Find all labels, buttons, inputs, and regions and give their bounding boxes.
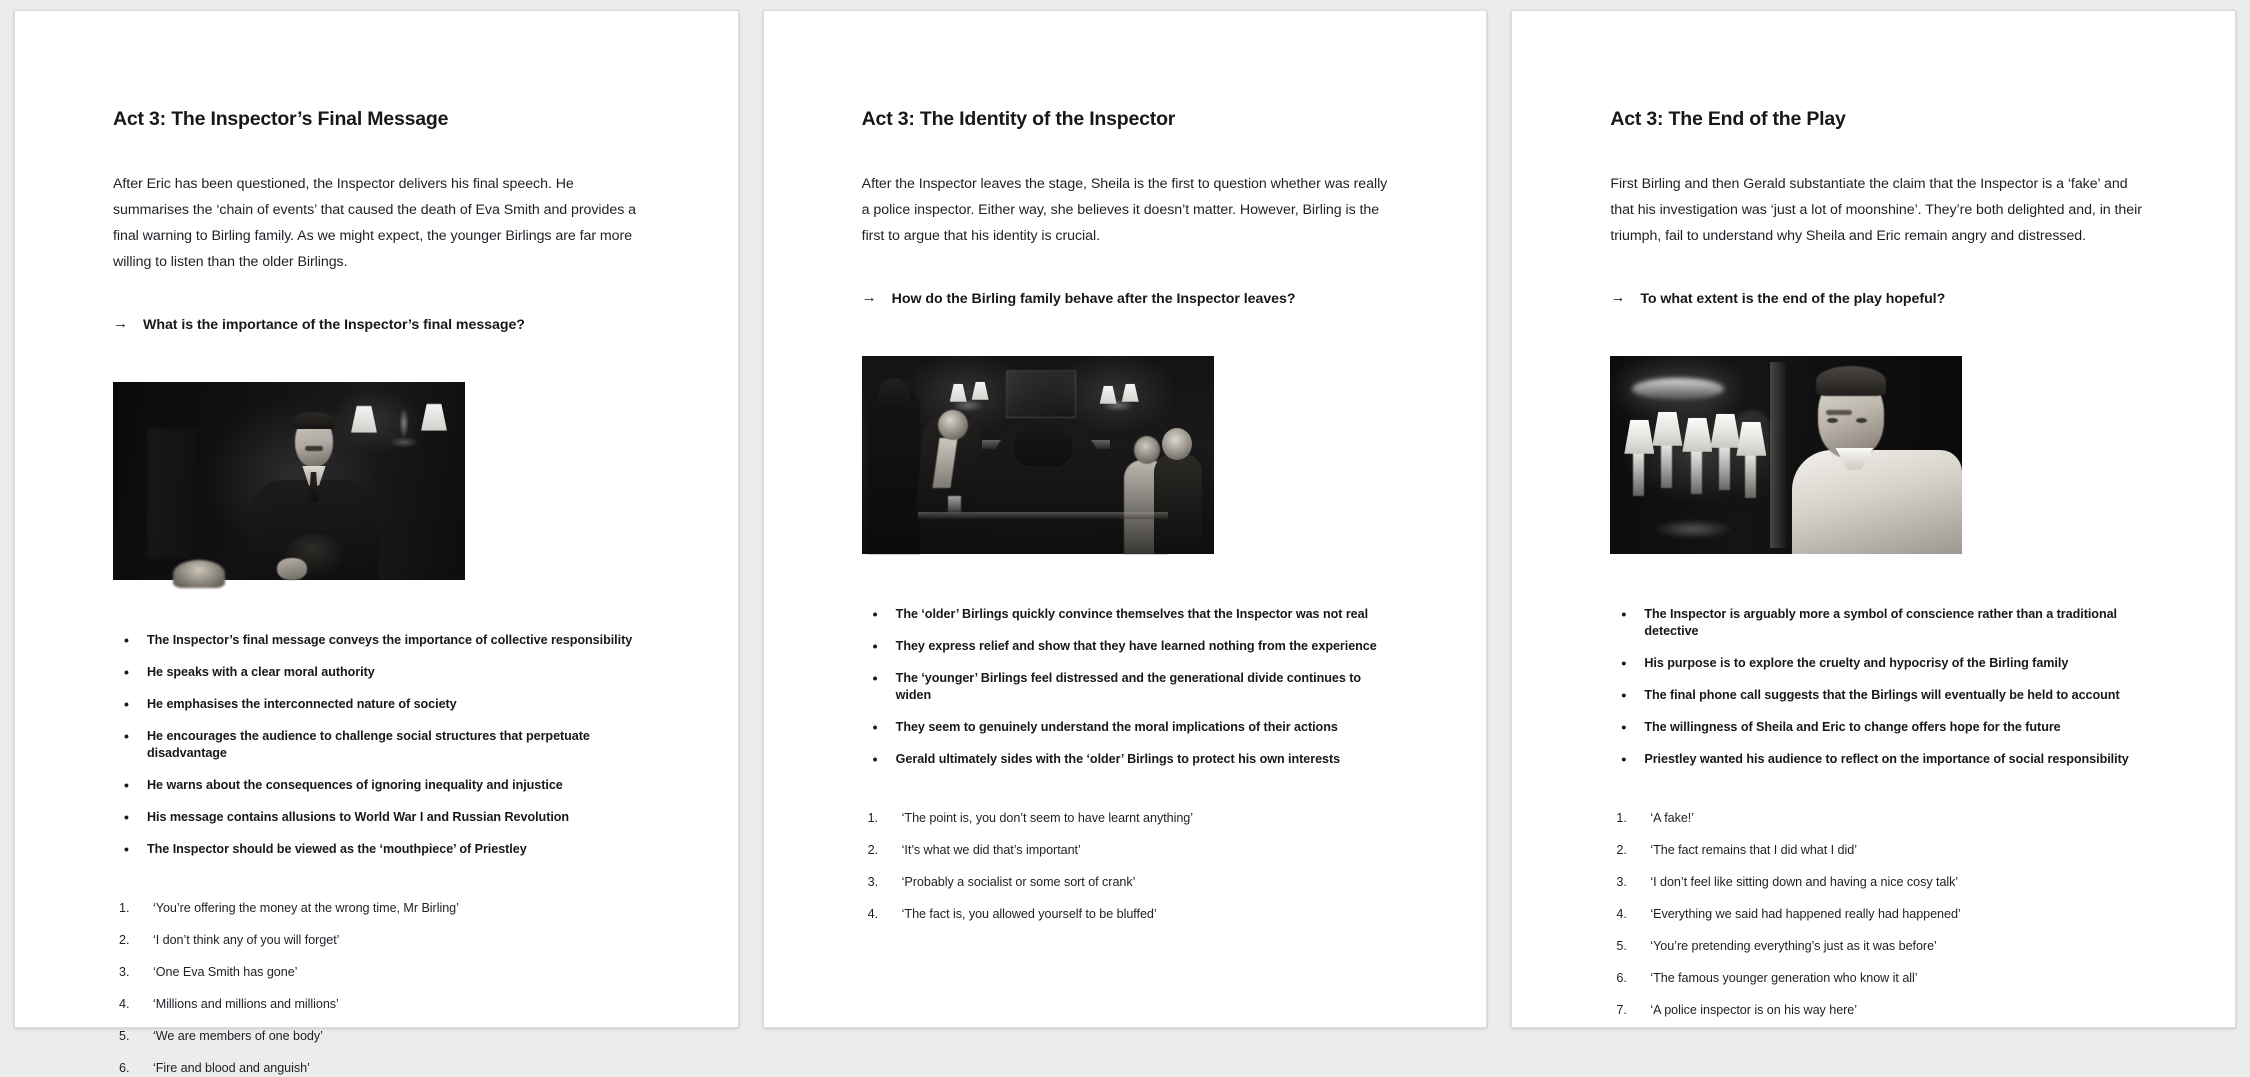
page-content-1: [15, 107, 738, 1077]
key-points-list-1: [113, 632, 650, 858]
film-still-image: [1610, 356, 1962, 554]
page-title: Act 3: The Inspector’s Final Message: [113, 108, 449, 130]
list-item: ‘It’s what we did that’s important’: [901, 842, 1081, 857]
list-item: ‘Fire and blood and anguish’: [153, 1060, 310, 1075]
list-item: ‘The point is, you don’t seem to have learnt anything’: [901, 810, 1194, 825]
quotations-list-3: [1610, 810, 2147, 1019]
list-item: ‘A police inspector is on his way here’: [1650, 1002, 1857, 1017]
arrow-right-icon: →: [113, 314, 128, 332]
list-item: • His message contains allusions to World War I and Russian Revolution: [113, 809, 650, 826]
arrow-right-icon: →: [1610, 288, 1626, 306]
list-item: • The ‘older’ Birlings quickly convince themselves that the Inspector was not real: [862, 606, 1399, 623]
question-text: What is the importance of the Inspector’s final message?: [143, 316, 525, 333]
document-page-1[interactable]: [14, 10, 739, 1075]
list-item: • The final phone call suggests that the Birlings will eventually be held to account: [1610, 687, 2147, 704]
page-title: Act 3: The Identity of the Inspector: [861, 108, 1176, 130]
list-item: ‘I don’t think any of you will forget’: [153, 932, 340, 947]
question-text: How do the Birling family behave after the Inspector leaves?: [891, 290, 1296, 307]
question-row: [862, 290, 1399, 310]
list-item: ‘You’re pretending everything’s just as it was before’: [1650, 938, 1937, 953]
page-title: Act 3: The End of the Play: [1610, 108, 1846, 130]
list-item: • The Inspector should be viewed as the ‘mouthpiece’ of Priestley: [113, 841, 650, 858]
key-points-list-3: [1610, 606, 2147, 768]
list-item: • He speaks with a clear moral authority: [113, 664, 650, 681]
intro-paragraph: First Birling and then Gerald substantiate the claim that the Inspector is a ‘fake’ and that his investigation was ‘just a lot of moonshine’. They’re both delighted and, in their triumph, fail to understand why Sheila and Eric remain angry and distressed.: [1610, 176, 2142, 245]
scene-inspector-final-speech: [113, 382, 465, 580]
quotations-list-1: [113, 900, 650, 1077]
scene-birling-candelabra: [1610, 356, 1962, 554]
list-item: • His purpose is to explore the cruelty and hypocrisy of the Birling family: [1610, 655, 2147, 672]
question-text: To what extent is the end of the play hopeful?: [1640, 290, 1946, 307]
film-still-image: [862, 356, 1214, 554]
list-item: • He encourages the audience to challenge social structures that perpetuate disadvantage: [113, 728, 650, 762]
list-item: • Priestley wanted his audience to reflect on the importance of social responsibility: [1610, 751, 2147, 768]
list-item: ‘You’re offering the money at the wrong time, Mr Birling’: [153, 900, 459, 915]
list-item: • The willingness of Sheila and Eric to change offers hope for the future: [1610, 719, 2147, 736]
page-content-3: [1512, 107, 2235, 1019]
list-item: ‘Millions and millions and millions’: [153, 996, 339, 1011]
list-item: • The Inspector’s final message conveys the importance of collective responsibility: [113, 632, 650, 649]
list-item: • He warns about the consequences of ignoring inequality and injustice: [113, 777, 650, 794]
list-item: ‘The fact is, you allowed yourself to be bluffed’: [901, 906, 1157, 921]
list-item: ‘We are members of one body’: [153, 1028, 323, 1043]
document-page-2[interactable]: [763, 10, 1488, 1028]
list-item: • They express relief and show that they have learned nothing from the experience: [862, 638, 1399, 655]
question-row: [1610, 290, 2147, 310]
list-item: • The ‘younger’ Birlings feel distressed and the generational divide continues to widen: [862, 670, 1399, 704]
quotations-list-2: [862, 810, 1399, 923]
key-points-list-2: [862, 606, 1399, 768]
list-item: • Gerald ultimately sides with the ‘older’ Birlings to protect his own interests: [862, 751, 1399, 768]
intro-paragraph: After Eric has been questioned, the Inspector delivers his final speech. He summarises the ‘chain of events’ that caused the death of Eva Smith and provides a final warning to Birling family. As we might expect, the younger Birlings are far more willing to listen than the older Birlings.: [113, 176, 636, 270]
list-item: ‘The fact remains that I did what I did’: [1650, 842, 1857, 857]
document-page-3[interactable]: [1511, 10, 2236, 1028]
question-row: [113, 316, 650, 336]
arrow-right-icon: →: [861, 288, 877, 306]
list-item: ‘A fake!’: [1650, 810, 1694, 825]
list-item: • He emphasises the interconnected nature of society: [113, 696, 650, 713]
scene-birling-family-dining-room: [862, 356, 1214, 554]
intro-paragraph: After the Inspector leaves the stage, Sheila is the first to question whether was really a police inspector. Either way, she believes it doesn’t matter. However, Birling is the first to argue that his identity is crucial.: [861, 176, 1388, 245]
list-item: ‘Probably a socialist or some sort of crank’: [901, 874, 1136, 889]
list-item: ‘Everything we said had happened really had happened’: [1650, 906, 1961, 921]
page-content-2: [764, 107, 1487, 923]
list-item: ‘The famous younger generation who know it all’: [1650, 970, 1918, 985]
film-still-image: [113, 382, 465, 580]
list-item: ‘I don’t feel like sitting down and having a nice cosy talk’: [1650, 874, 1959, 889]
list-item: ‘One Eva Smith has gone’: [153, 964, 298, 979]
list-item: • The Inspector is arguably more a symbol of conscience rather than a traditional detective: [1610, 606, 2147, 640]
list-item: • They seem to genuinely understand the moral implications of their actions: [862, 719, 1399, 736]
